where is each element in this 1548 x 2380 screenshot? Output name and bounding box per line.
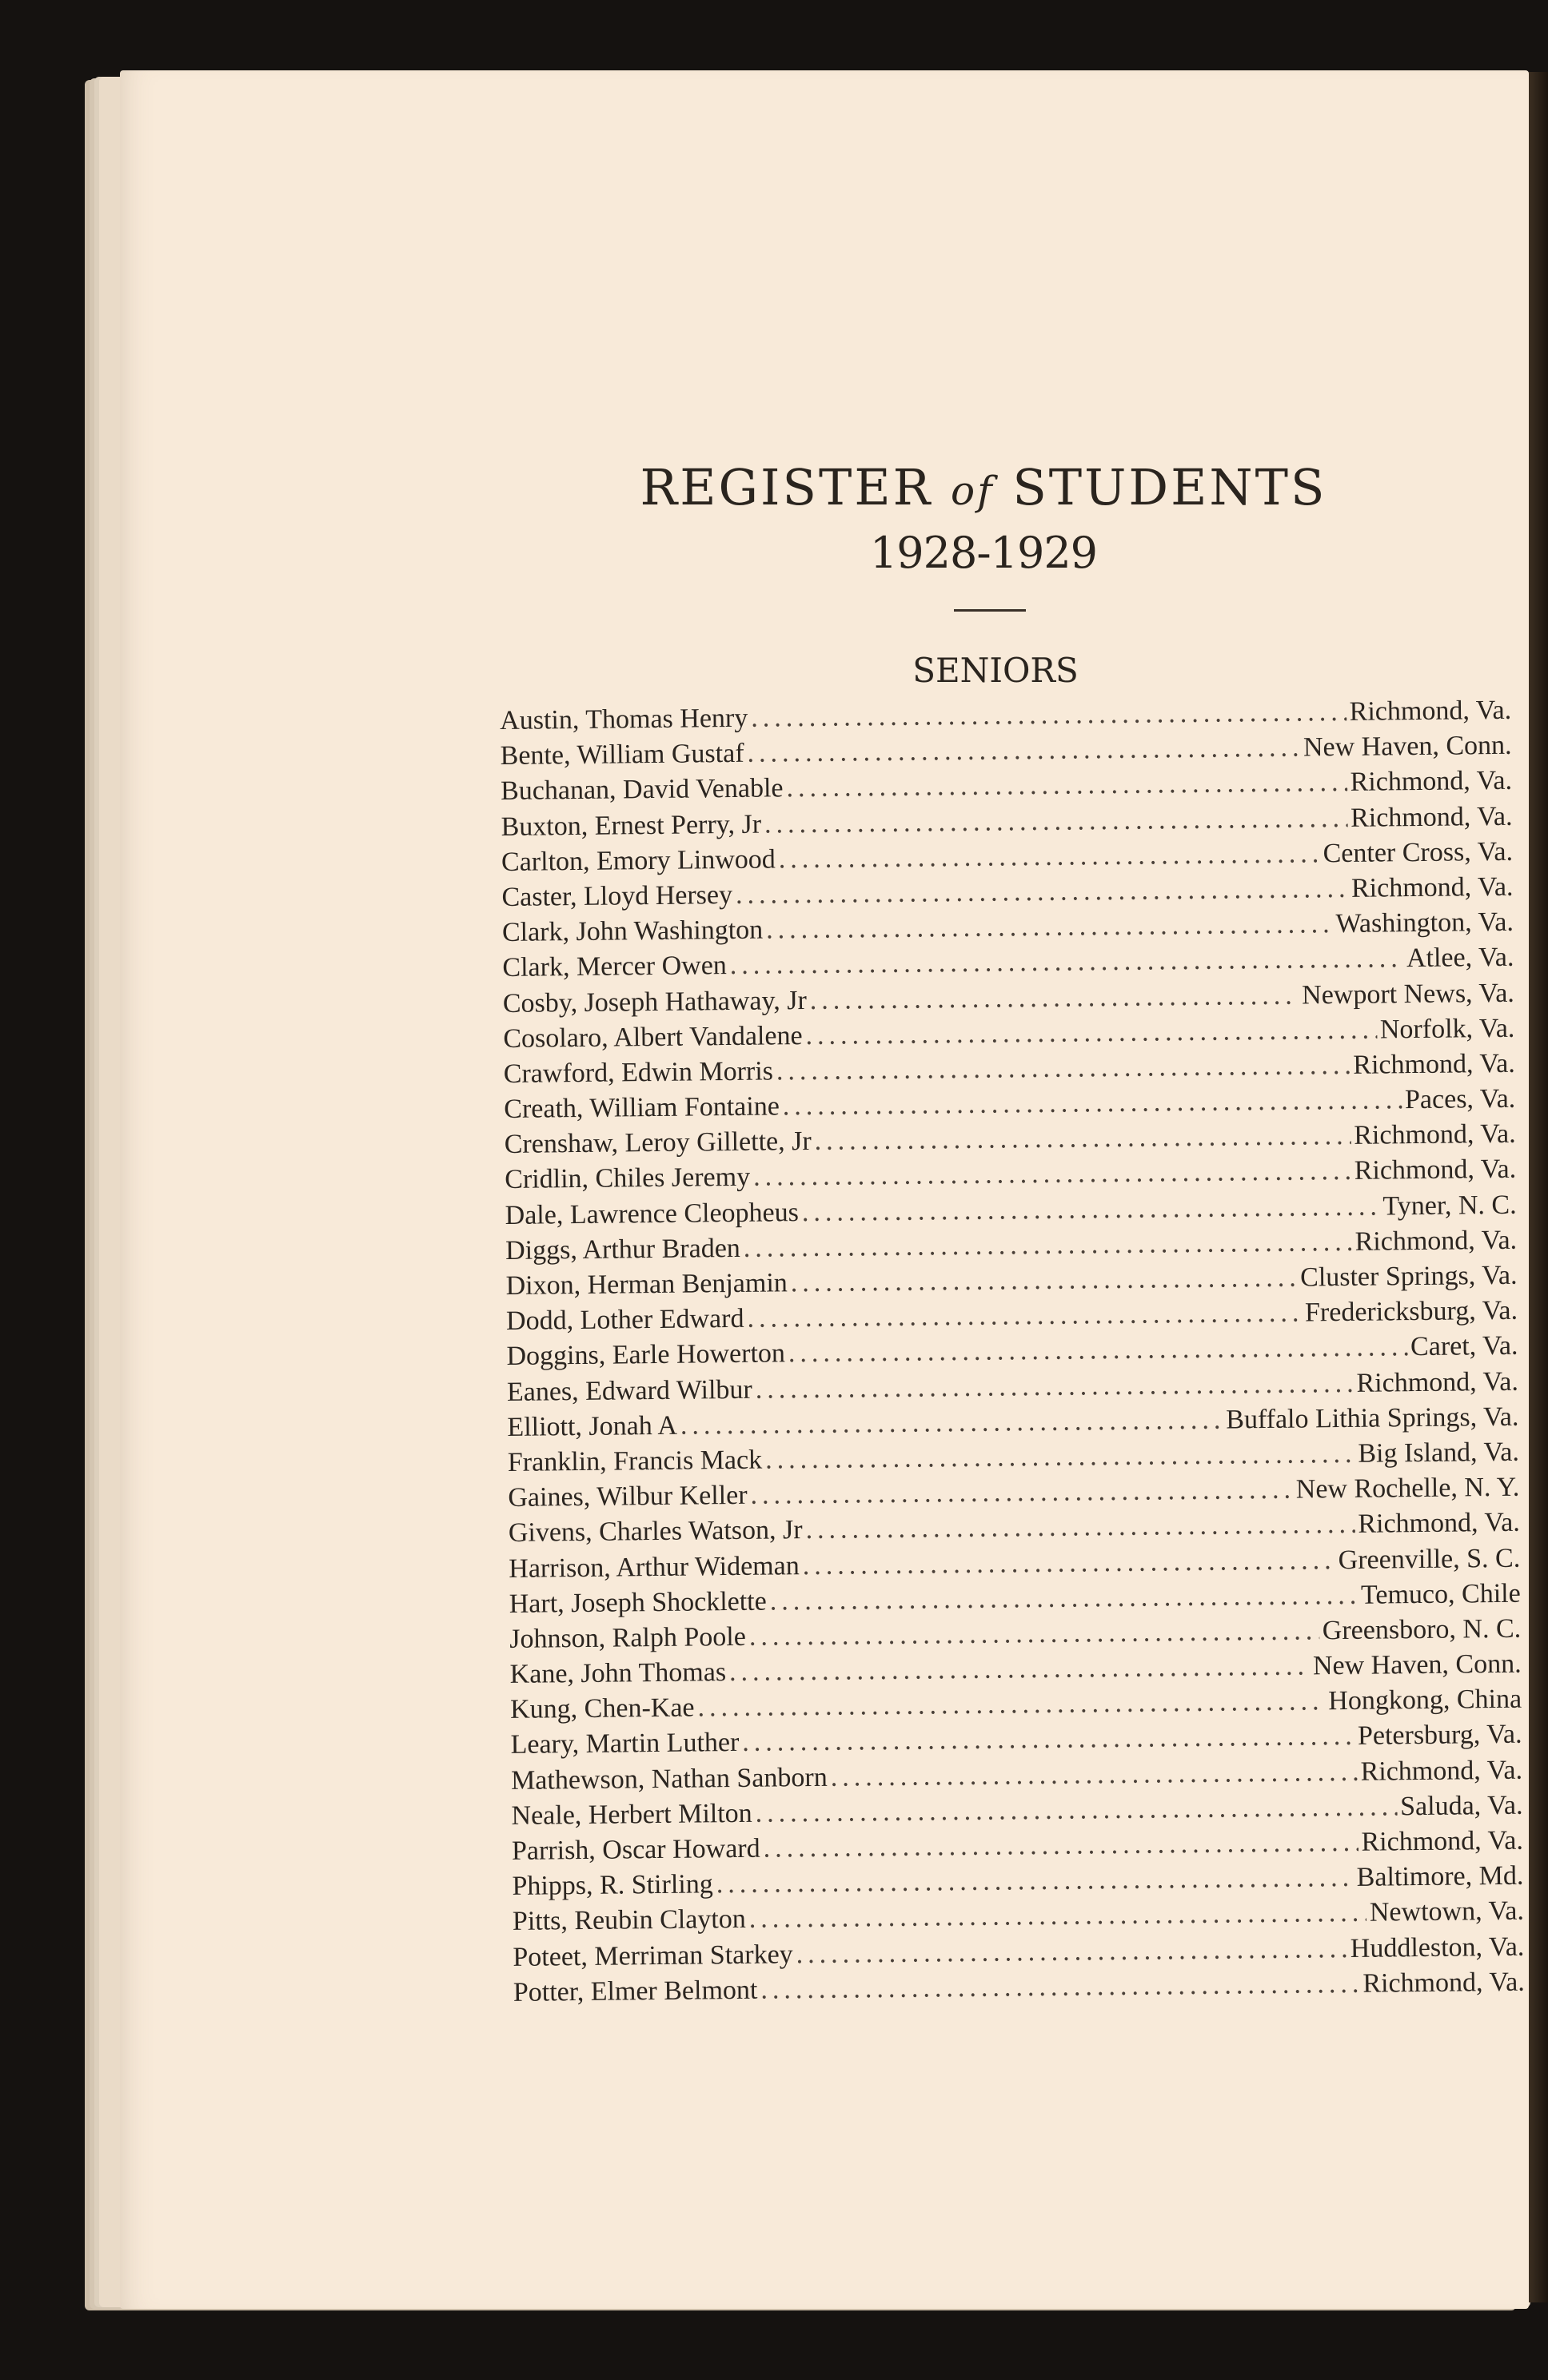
student-name: Crawford, Edwin Morris [503,1056,774,1089]
student-hometown: Hongkong, China [1328,1684,1522,1716]
dot-leader [770,1581,1358,1617]
dot-leader [697,1687,1325,1724]
student-hometown: Greenville, S. C. [1338,1543,1521,1575]
dot-leader [810,980,1299,1015]
dot-leader [751,697,1347,734]
dot-leader [786,767,1347,803]
student-hometown: Richmond, Va. [1361,1825,1524,1857]
dot-leader [766,909,1333,945]
student-hometown: Saluda, Va. [1399,1790,1523,1822]
dot-leader [791,1263,1298,1299]
dot-leader [749,1616,1319,1652]
title-register: REGISTER [640,458,933,516]
student-name: Neale, Herbert Milton [511,1798,752,1831]
student-hometown: Richmond, Va. [1351,871,1514,903]
dot-leader [747,1298,1302,1334]
student-hometown: Washington, Va. [1335,907,1514,939]
student-name: Hart, Joseph Shocklette [509,1586,767,1619]
title-of: of [951,468,995,514]
student-hometown: Richmond, Va. [1350,801,1513,833]
student-hometown: Norfolk, Va. [1379,1013,1515,1045]
dot-leader [756,1368,1354,1405]
dot-leader [730,943,1404,981]
student-name: Phipps, R. Stirling [512,1869,713,1902]
dot-leader [831,1756,1358,1792]
student-hometown: Atlee, Va. [1406,943,1514,974]
student-hometown: Richmond, Va. [1356,1366,1519,1398]
dot-leader [776,1050,1351,1087]
dot-leader [750,1475,1293,1511]
dot-leader [815,1121,1351,1157]
student-name: Harrison, Arthur Wideman [509,1550,800,1584]
student-hometown: Richmond, Va. [1354,1118,1516,1151]
dot-leader [753,1156,1351,1193]
divider-rule [954,609,1026,612]
dot-leader [802,1191,1380,1228]
student-name: Buchanan, David Venable [500,773,784,807]
student-hometown: New Haven, Conn. [1312,1648,1522,1681]
page [120,70,1529,2309]
student-name: Poteet, Merriman Starkey [513,1939,793,1972]
dot-leader [779,839,1320,875]
student-hometown: Tyner, N. C. [1382,1190,1517,1222]
student-name: Carlton, Emory Linwood [501,844,776,877]
student-hometown: Baltimore, Md. [1356,1860,1524,1893]
student-name: Clark, John Washington [501,915,764,948]
student-hometown: Richmond, Va. [1360,1755,1523,1787]
student-name: Caster, Lloyd Hersey [501,879,733,912]
dot-leader [805,1509,1354,1545]
student-hometown: Caret, Va. [1410,1331,1518,1362]
student-hometown: Richmond, Va. [1349,695,1512,727]
dot-leader [716,1863,1354,1900]
student-name: Kung, Chen-Kae [509,1692,695,1725]
student-name: Diggs, Arthur Braden [505,1233,740,1266]
student-name: Clark, Mercer Owen [502,951,728,983]
student-hometown: Richmond, Va. [1350,766,1513,798]
dot-leader [755,1792,1397,1828]
student-name: Elliott, Jonah A [507,1410,678,1442]
student-hometown: Richmond, Va. [1362,1967,1525,1999]
student-name: Cosby, Joseph Hathaway, Jr [502,985,808,1019]
student-name: Creath, William Fontaine [504,1091,780,1125]
dot-leader [765,1439,1355,1476]
student-roster [500,696,1525,2013]
student-hometown: Paces, Va. [1404,1083,1516,1115]
student-name: Cridlin, Chiles Jeremy [505,1162,751,1195]
student-name: Kane, John Thomas [509,1657,727,1689]
dot-leader [760,1969,1359,2006]
dot-leader [747,733,1300,769]
dot-leader [783,1085,1402,1122]
page-title [500,458,1467,516]
student-name: Dixon, Herman Benjamin [505,1268,788,1301]
student-hometown: Richmond, Va. [1358,1508,1520,1540]
student-name: Crenshaw, Leroy Gillette, Jr [504,1126,812,1160]
student-hometown: Greensboro, N. C. [1322,1613,1522,1646]
dot-leader [805,1015,1377,1050]
student-name: Mathewson, Nathan Sanborn [510,1762,828,1796]
student-name: Potter, Elmer Belmont [513,1975,758,2007]
dot-leader [729,1652,1310,1688]
student-name: Johnson, Ralph Poole [509,1621,747,1654]
student-hometown: Richmond, Va. [1353,1048,1515,1080]
student-name: Givens, Charles Watson, Jr [508,1515,803,1549]
student-name: Leary, Martin Luther [510,1728,740,1760]
student-hometown: New Haven, Conn. [1303,730,1512,763]
student-hometown: Richmond, Va. [1354,1154,1517,1186]
academic-years: 1928-1929 [869,528,1098,578]
dot-leader [764,803,1347,839]
dot-leader [763,1828,1358,1864]
student-hometown: Center Cross, Va. [1323,836,1514,868]
title-students: STUDENTS [1012,458,1327,516]
student-hometown: Buffalo Lithia Springs, Va. [1226,1401,1519,1435]
student-name: Dale, Lawrence Cleopheus [505,1197,800,1230]
dot-leader [680,1405,1223,1441]
student-hometown: Fredericksburg, Va. [1304,1295,1518,1328]
student-name: Franklin, Francis Mack [507,1445,763,1477]
dot-leader [736,874,1348,911]
student-name: Austin, Thomas Henry [500,703,748,736]
page-content [500,70,1525,2309]
student-hometown: Richmond, Va. [1354,1225,1518,1257]
student-hometown: Big Island, Va. [1358,1437,1520,1469]
student-hometown: New Rochelle, N. Y. [1295,1472,1520,1505]
student-name: Cosolaro, Albert Vandalene [503,1020,803,1054]
student-hometown: Petersburg, Va. [1357,1720,1522,1752]
dot-leader [744,1227,1352,1264]
student-name: Bente, William Gustaf [500,738,744,771]
student-name: Eanes, Edward Wilbur [506,1374,752,1407]
student-name: Dodd, Lother Edward [505,1304,744,1337]
dot-leader [788,1333,1408,1369]
student-hometown: Newtown, Va. [1369,1896,1525,1928]
student-hometown: Cluster Springs, Va. [1299,1260,1518,1293]
student-name: Doggins, Earle Howerton [506,1338,786,1372]
student-hometown: Huddleston, Va. [1350,1932,1525,1963]
student-name: Gaines, Wilbur Keller [508,1480,748,1513]
student-hometown: Temuco, Chile [1360,1578,1521,1610]
dot-leader [742,1721,1354,1758]
section-heading: SENIORS [912,651,1079,690]
dot-leader [803,1545,1335,1581]
student-name: Pitts, Reubin Clayton [512,1904,746,1937]
student-name: Parrish, Oscar Howard [511,1833,760,1866]
student-name: Buxton, Ernest Perry, Jr [501,809,762,842]
dot-leader [749,1898,1367,1935]
dot-leader [796,1934,1347,1970]
student-hometown: Newport News, Va. [1301,978,1515,1011]
